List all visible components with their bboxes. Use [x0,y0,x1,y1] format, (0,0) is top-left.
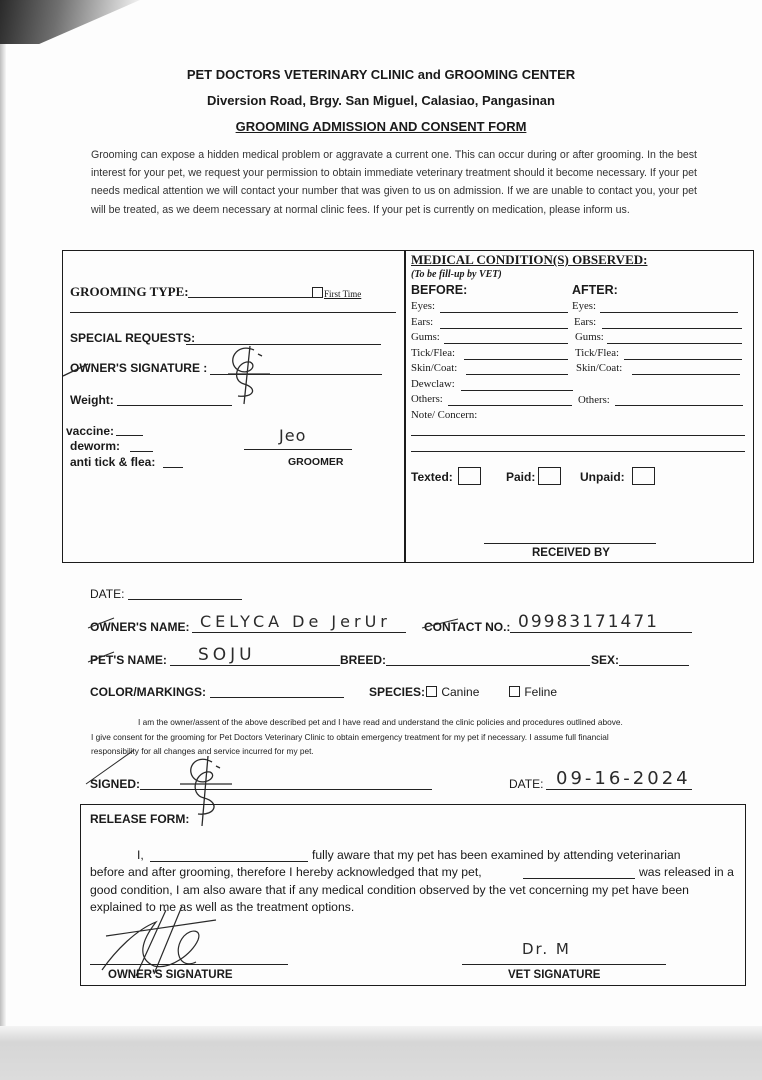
species-label: SPECIES: [369,685,426,699]
received-by-label: RECEIVED BY [532,547,610,559]
first-time-label: First Time [324,289,362,299]
color-markings-line[interactable] [210,697,344,698]
after-eyes-line[interactable] [600,312,738,313]
release-line-3: good condition, I am also aware that if any medical condition observed by the vet concerning my pet have been [90,883,689,897]
groomer-signature: Jeo [279,426,307,445]
vaccine-line[interactable] [116,435,143,436]
release-line-4: explained to me as well as the treatment options. [90,900,355,914]
scan-bottom-shadow [0,1026,762,1080]
before-ears-label: Ears: [411,316,434,328]
before-gums-label: Gums: [411,331,440,343]
canine-label: Canine [441,685,480,699]
scan-corner-shadow [0,0,140,44]
release-pet-line[interactable] [523,878,635,879]
pet-name-value: SOJU [198,645,256,665]
after-ears-label: Ears: [574,316,597,328]
groomer-label: GROOMER [288,456,344,468]
clinic-address: Diversion Road, Brgy. San Miguel, Calasiao, Pangasinan [207,93,555,108]
contact-line[interactable] [510,632,692,633]
breed-line[interactable] [386,665,590,666]
consent-line-3: responsibility for all changes and service incurred for my pet. [91,746,314,756]
owner-signature-label: OWNER'S SIGNATURE : [70,361,208,375]
before-skincoat-line[interactable] [466,374,568,375]
owner-name-label: OWNER'S NAME: [90,620,190,634]
vet-signature-handwriting: Dr. M [522,940,571,958]
release-i: I, [137,848,144,862]
deworm-line[interactable] [130,451,153,452]
pet-name-line[interactable] [170,665,340,666]
after-ears-line[interactable] [602,328,742,329]
consent-date-line[interactable] [546,789,692,790]
form-title: GROOMING ADMISSION AND CONSENT FORM [235,119,527,134]
note-line-1[interactable] [411,435,745,436]
grooming-type-line[interactable] [188,297,312,298]
after-gums-label: Gums: [575,331,604,343]
before-heading: BEFORE: [411,283,468,297]
after-skincoat-line[interactable] [632,374,740,375]
release-owner-signature-scribble [96,900,226,980]
release-line-2a: before and after grooming, therefore I hereby acknowledged that my pet, [90,865,482,879]
after-others-line[interactable] [615,405,743,406]
sex-label: SEX: [591,653,620,667]
medical-subtitle: (To be fill-up by VET) [411,269,502,280]
release-owner-signature-line[interactable] [90,964,288,965]
before-others-label: Others: [411,393,443,405]
consent-date-value: 09-16-2024 [556,768,691,789]
scan-edge-shadow [0,0,6,1080]
consent-line-1: I am the owner/assent of the above described pet and I have read and understand the clinic policies and procedures outlined above. [138,717,623,727]
before-gums-line[interactable] [444,343,568,344]
pet-name-label: PET'S NAME: [90,653,167,667]
release-name-line[interactable] [150,861,308,862]
after-others-label: Others: [578,394,610,406]
contact-label: CONTACT NO.: [424,620,511,634]
after-tickflea-label: Tick/Flea: [575,347,619,359]
weight-line[interactable] [117,405,232,406]
before-ears-line[interactable] [440,328,568,329]
release-line-2b: was released in a [639,865,734,879]
breed-label: BREED: [340,653,387,667]
release-owner-signature-label: OWNER'S SIGNATURE [108,969,233,981]
before-tickflea-label: Tick/Flea: [411,347,455,359]
paid-checkbox[interactable] [538,467,561,485]
consent-date-label: DATE: [509,777,544,791]
sex-line[interactable] [619,665,689,666]
feline-option[interactable] [509,685,557,699]
owner-name-value: CELYCA De JerUr [200,612,391,631]
before-tickflea-line[interactable] [464,359,568,360]
date-line[interactable] [128,599,242,600]
after-skincoat-label: Skin/Coat: [576,362,623,374]
release-title: RELEASE FORM: [90,812,190,826]
texted-label: Texted: [411,470,453,484]
vet-signature-label: VET SIGNATURE [508,969,601,981]
weight-label: Weight: [70,393,114,407]
groomer-line[interactable] [244,449,352,450]
anti-tick-label: anti tick & flea: [70,455,156,469]
before-dewclaw-line[interactable] [461,390,573,391]
vaccine-label: vaccine: [66,424,115,438]
clinic-name: PET DOCTORS VETERINARY CLINIC and GROOMING CENTER [186,67,576,82]
after-heading: AFTER: [572,283,618,297]
before-skincoat-label: Skin/Coat: [411,362,458,374]
anti-tick-line[interactable] [163,467,183,468]
note-line-2[interactable] [411,451,745,452]
before-others-line[interactable] [448,405,572,406]
grooming-type-line-2[interactable] [70,312,396,313]
texted-checkbox[interactable] [458,467,481,485]
color-markings-label: COLOR/MARKINGS: [90,685,206,699]
after-gums-line[interactable] [607,343,742,344]
canine-option[interactable] [426,685,479,699]
note-label: Note/ Concern: [411,409,478,421]
feline-label: Feline [524,685,558,699]
before-eyes-label: Eyes: [411,300,435,312]
special-requests-label: SPECIAL REQUESTS: [70,331,196,345]
checkbox-icon [312,287,323,298]
owner-name-line[interactable] [192,632,406,633]
consent-line-2: I give consent for the grooming for Pet Doctors Veterinary Clinic to obtain emergency treatment for my pet if necessary. I assume full financial [91,732,609,742]
contact-value: 09983171471 [518,612,659,632]
after-eyes-label: Eyes: [572,300,596,312]
medical-title: MEDICAL CONDITION(S) OBSERVED: [411,252,648,267]
deworm-label: deworm: [70,439,121,453]
paid-label: Paid: [506,470,536,484]
before-dewclaw-label: Dewclaw: [411,378,455,390]
vet-signature-line[interactable] [462,964,666,965]
first-time-checkbox[interactable] [312,287,361,299]
pet-name-strike [86,650,116,664]
release-line-1: fully aware that my pet has been examined by attending veterinarian [312,848,681,862]
contact-strike [420,616,460,630]
checkbox-icon [509,686,520,697]
signed-label: SIGNED: [90,777,141,791]
before-eyes-line[interactable] [440,312,568,313]
owner-name-strike [86,616,116,630]
date-label: DATE: [90,587,125,601]
checkbox-icon [426,686,437,697]
unpaid-checkbox[interactable] [632,467,655,485]
intro-paragraph: Grooming can expose a hidden medical problem or aggravate a current one. This can occur during or after grooming. In the best interest for your pet, we request your permission to obtain immediate veterinary treatment should it become necessary. If your pet needs medical attention we will contact your number that was given to us on admission. If we are unable to contact you, your pet will be treated, as we deem necessary at normal clinic fees. If your pet is currently on medication, please inform us. [91,149,697,216]
unpaid-label: Unpaid: [580,470,625,484]
grooming-type-label: GROOMING TYPE: [70,284,189,299]
after-tickflea-line[interactable] [624,359,742,360]
signed-line[interactable] [140,789,432,790]
received-by-line[interactable] [484,543,656,544]
